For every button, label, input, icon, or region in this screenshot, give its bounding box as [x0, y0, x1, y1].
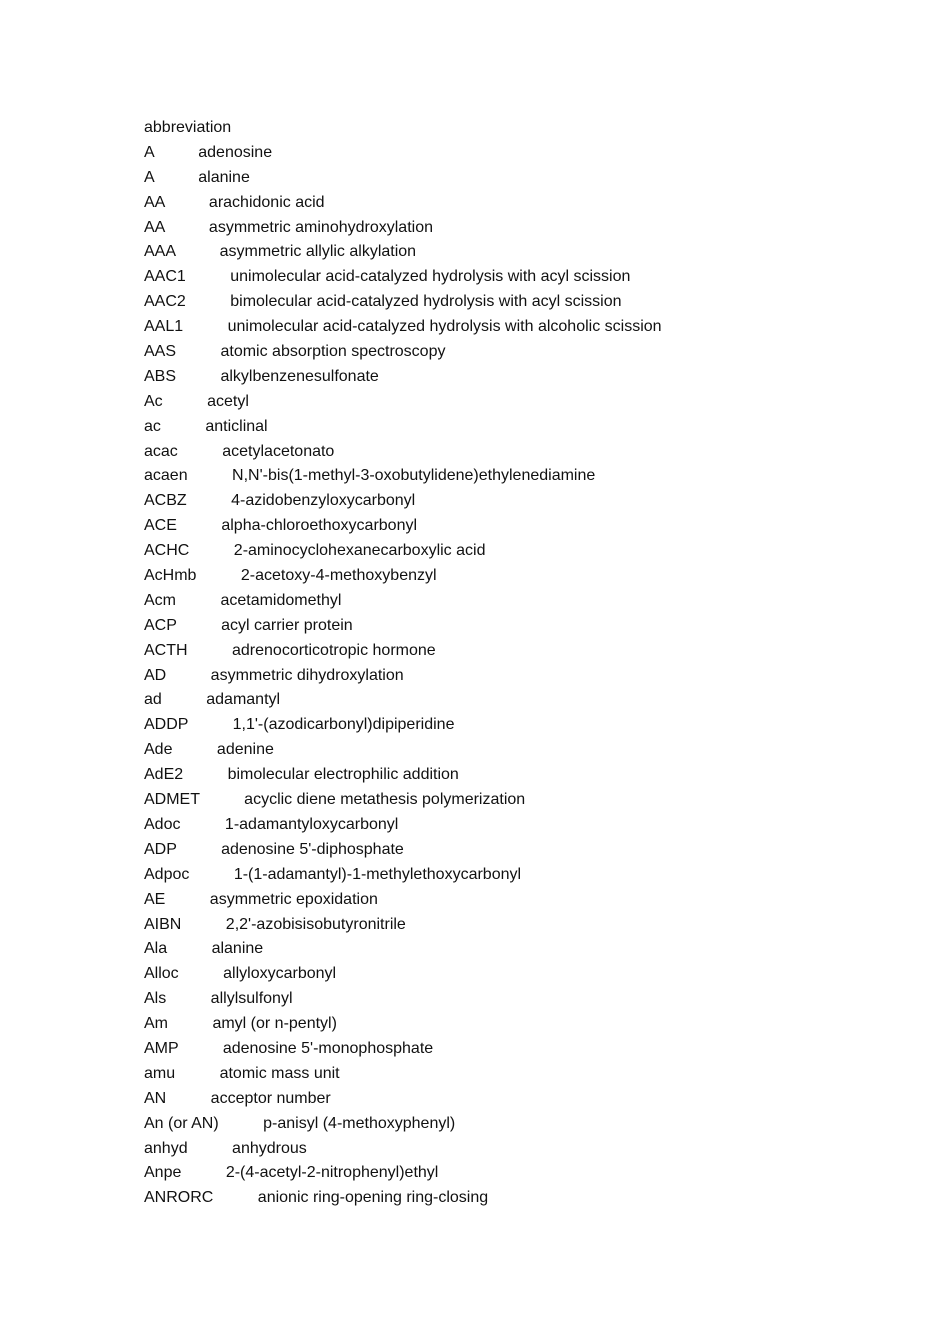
abbreviation-entry: Ac acetyl: [144, 392, 249, 410]
abbreviation-entry: Acm acetamidomethyl: [144, 591, 342, 609]
abbreviation-entry: AIBN 2,2'-azobisisobutyronitrile: [144, 915, 406, 933]
abbreviation-entry: AAS atomic absorption spectroscopy: [144, 343, 446, 361]
abbreviation-entry: ad adamantyl: [144, 691, 281, 709]
abbreviation-entry: ac anticlinal: [144, 417, 268, 435]
abbreviation-entry: ADDP 1,1'-(azodicarbonyl)dipiperidine: [144, 716, 455, 734]
abbreviation-entry: ADMET acyclic diene metathesis polymerization: [144, 791, 526, 809]
abbreviation-entry: ACP acyl carrier protein: [144, 616, 353, 634]
abbreviation-entry: Anpe 2-(4-acetyl-2-nitrophenyl)ethyl: [144, 1164, 439, 1182]
abbreviation-entry: AAC1 unimolecular acid-catalyzed hydrolysis with acyl scission: [144, 268, 631, 286]
abbreviation-entry: AAL1 unimolecular acid-catalyzed hydrolysis with alcoholic scission: [144, 318, 662, 336]
abbreviation-entry: AE asymmetric epoxidation: [144, 890, 378, 908]
document-page: [144, 116, 904, 1211]
abbreviation-entry: acac acetylacetonato: [144, 442, 335, 460]
abbreviation-entry: AAC2 bimolecular acid-catalyzed hydrolysis with acyl scission: [144, 293, 622, 311]
abbreviation-entry: ABS alkylbenzenesulfonate: [144, 367, 379, 385]
abbreviation-entry: Als allylsulfonyl: [144, 990, 293, 1008]
abbreviation-entry: AAA asymmetric allylic alkylation: [144, 243, 417, 261]
abbreviation-entry: AA arachidonic acid: [144, 193, 325, 211]
abbreviation-entry: AMP adenosine 5'-monophosphate: [144, 1039, 434, 1057]
abbreviation-entry: ACBZ 4-azidobenzyloxycarbonyl: [144, 492, 416, 510]
abbreviation-entry: ACE alpha-chloroethoxycarbonyl: [144, 517, 418, 535]
abbreviation-list: [144, 141, 904, 1211]
abbreviation-entry: AD asymmetric dihydroxylation: [144, 666, 404, 684]
abbreviation-entry: AdE2 bimolecular electrophilic addition: [144, 766, 459, 784]
abbreviation-entry: Alloc allyloxycarbonyl: [144, 965, 337, 983]
abbreviation-entry: ADP adenosine 5'-diphosphate: [144, 840, 404, 858]
abbreviation-entry: Am amyl (or n-pentyl): [144, 1015, 337, 1033]
abbreviation-entry: AA asymmetric aminohydroxylation: [144, 218, 433, 236]
abbreviation-entry: Ala alanine: [144, 940, 264, 958]
abbreviation-entry: acaen N,N'-bis(1-methyl-3-oxobutylidene)ethylenediamine: [144, 467, 596, 485]
abbreviation-entry: Adpoc 1-(1-adamantyl)-1-methylethoxycarbonyl: [144, 865, 522, 883]
document-heading: abbreviation: [144, 119, 232, 136]
abbreviation-entry: A alanine: [144, 168, 250, 186]
abbreviation-entry: Ade adenine: [144, 741, 274, 759]
abbreviation-entry: AcHmb 2-acetoxy-4-methoxybenzyl: [144, 567, 437, 585]
abbreviation-entry: ANRORC anionic ring-opening ring-closing: [144, 1189, 489, 1207]
abbreviation-entry: An (or AN) p-anisyl (4-methoxyphenyl): [144, 1114, 456, 1132]
abbreviation-entry: amu atomic mass unit: [144, 1064, 340, 1082]
abbreviation-entry: AN acceptor number: [144, 1089, 331, 1107]
abbreviation-entry: ACTH adrenocorticotropic hormone: [144, 641, 436, 659]
abbreviation-entry: anhyd anhydrous: [144, 1139, 307, 1157]
abbreviation-entry: ACHC 2-aminocyclohexanecarboxylic acid: [144, 542, 486, 560]
abbreviation-entry: A adenosine: [144, 143, 273, 161]
abbreviation-entry: Adoc 1-adamantyloxycarbonyl: [144, 815, 399, 833]
